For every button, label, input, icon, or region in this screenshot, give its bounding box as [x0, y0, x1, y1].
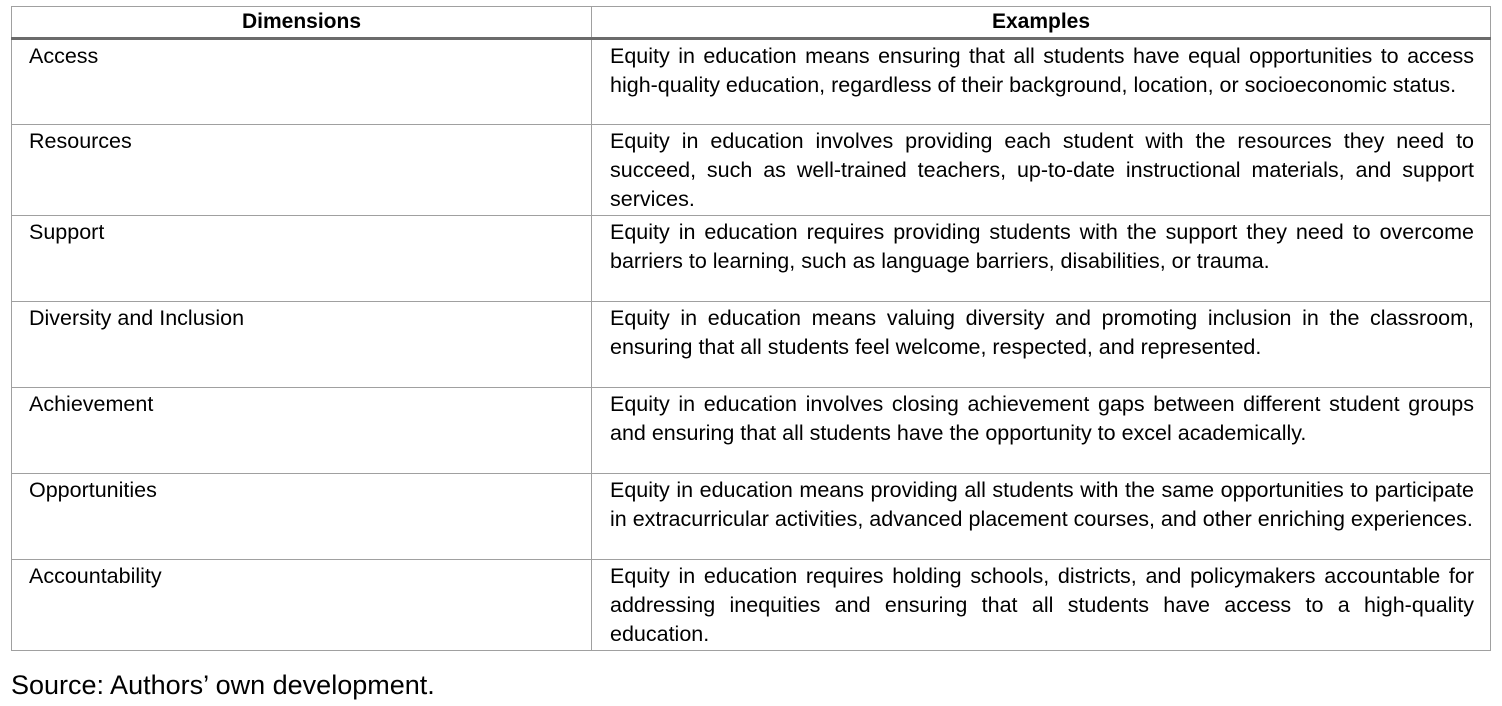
example-cell: Equity in education requires providing students with the support they need to overcome barriers to learning, such as language barriers, disabilities, or trauma.	[592, 216, 1491, 302]
example-cell: Equity in education means valuing diversity and promoting inclusion in the classroom, ensuring that all students feel welcome, respected, and represented.	[592, 302, 1491, 388]
dimension-cell: Accountability	[12, 560, 592, 651]
dimension-cell: Opportunities	[12, 474, 592, 560]
table-row	[12, 216, 1491, 302]
example-cell: Equity in education requires holding schools, districts, and policymakers accountable for addressing inequities and ensuring that all students have access to a high-quality education.	[592, 560, 1491, 651]
example-cell: Equity in education means ensuring that all students have equal opportunities to access high-quality education, regardless of their background, location, or socioeconomic status.	[592, 39, 1491, 125]
header-dimensions: Dimensions	[12, 7, 592, 39]
header-examples: Examples	[592, 7, 1491, 39]
equity-dimensions-table	[11, 6, 1491, 651]
source-note: Source: Authors’ own development.	[11, 670, 435, 700]
table-row	[12, 39, 1491, 125]
example-cell: Equity in education involves providing each student with the resources they need to succeed, such as well-trained teachers, up-to-date instructional materials, and support services.	[592, 125, 1491, 216]
dimension-cell: Resources	[12, 125, 592, 216]
table-row	[12, 560, 1491, 651]
example-cell: Equity in education involves closing achievement gaps between different student groups and ensuring that all students have the opportunity to excel academically.	[592, 388, 1491, 474]
document-page	[11, 6, 1490, 651]
table-row	[12, 474, 1491, 560]
table-row	[12, 125, 1491, 216]
table-row	[12, 388, 1491, 474]
dimension-cell: Access	[12, 39, 592, 125]
dimension-cell: Diversity and Inclusion	[12, 302, 592, 388]
dimension-cell: Support	[12, 216, 592, 302]
table-header-row	[12, 7, 1491, 39]
example-cell: Equity in education means providing all students with the same opportunities to participate in extracurricular activities, advanced placement courses, and other enriching experiences.	[592, 474, 1491, 560]
dimension-cell: Achievement	[12, 388, 592, 474]
table-row	[12, 302, 1491, 388]
